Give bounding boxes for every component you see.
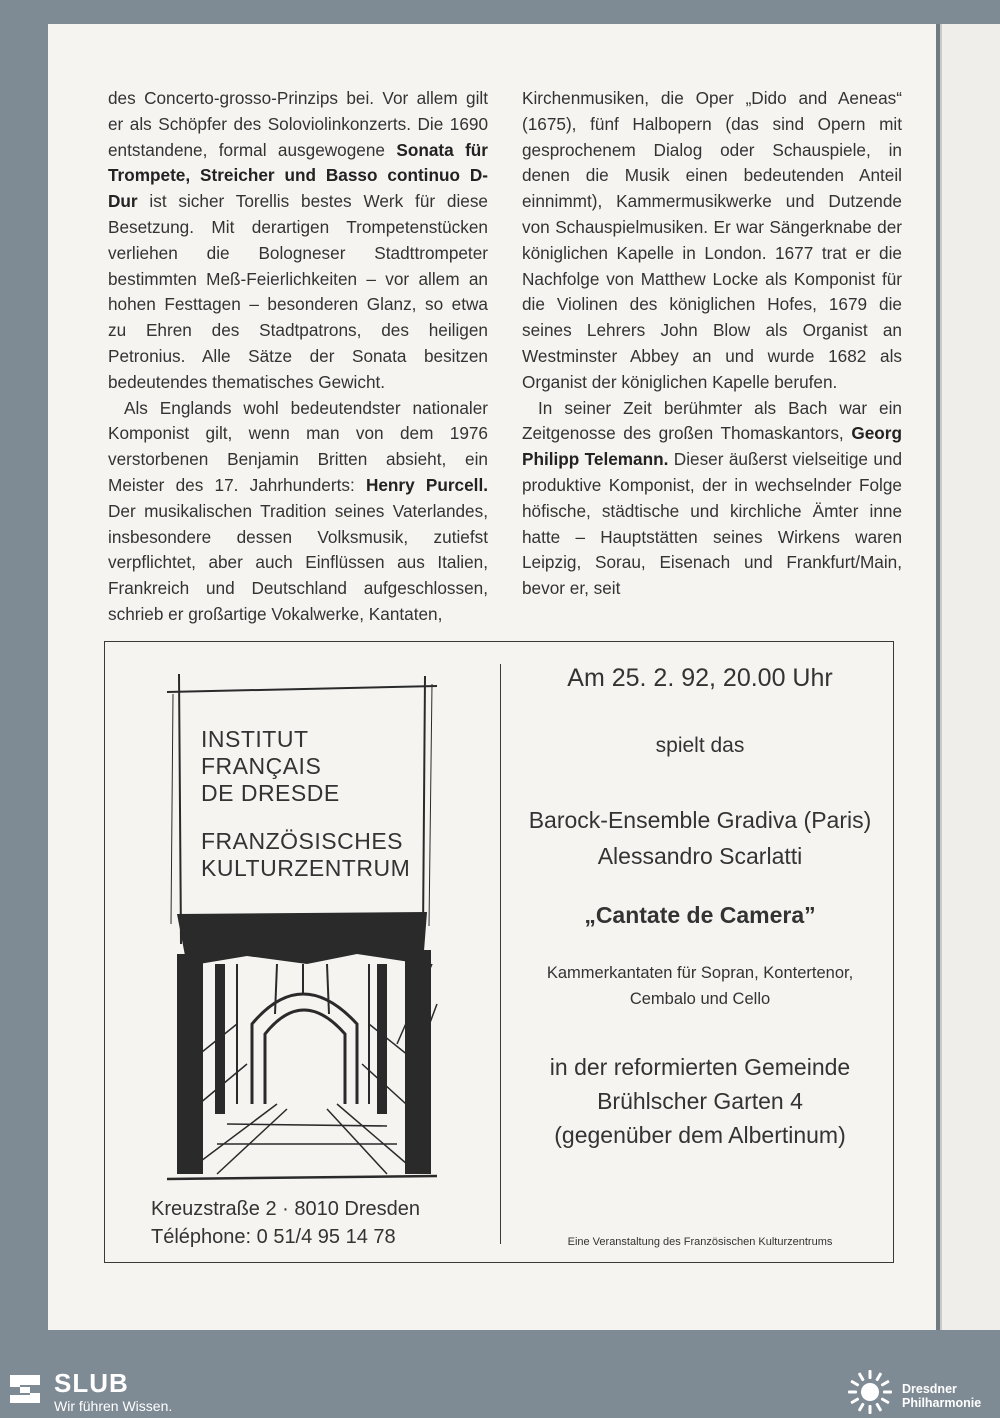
event-ensemble: Barock-Ensemble Gradiva (Paris) [528, 807, 872, 833]
partner-name-line: Dresdner [902, 1382, 957, 1396]
event-subtitle-line: Cembalo und Cello [629, 990, 771, 1008]
institute-line: FRANÇAIS [201, 753, 322, 779]
event-location-line: Brühlscher Garten 4 [597, 1088, 803, 1114]
event-subtitle [505, 960, 895, 1012]
event-location-line: in der reformierten Gemeinde [549, 1054, 851, 1080]
article-paragraph [522, 396, 902, 602]
paragraph-text: des Concerto-grosso-Prinzips bei. Vor allem gilt er als Schöpfer des Soloviolinkonzerts. Die 1690 entstandene, formal ausgewogene [108, 88, 488, 160]
paragraph-text: ist sicher Torellis bestes Werk für diese Besetzung. Mit derartigen Trompetenstücken verliehen die Bologneser Stadttrompeter bestimmten Meß-Feierlichkeiten – vor allem an hohen Festtagen – besonderen Glanz, so etwa zu Ehren des Stadtpatrons, des heiligen Petronius. Alle Sätze der Sonata besitzen bedeutendes thematisches Gewicht. [108, 191, 488, 392]
partner-name-line: Philharmonie [902, 1396, 982, 1410]
advertisement-divider [500, 664, 501, 1244]
paragraph-text: Als Englands wohl bedeutendster nationaler Komponist gilt, wenn man von dem 1976 verstorbenen Benjamin Britten absieht, ein Meister des 17. Jahrhunderts: [108, 397, 488, 495]
institute-name [201, 726, 340, 807]
work-highlight: Henry Purcell. [365, 474, 488, 495]
article-paragraph [108, 396, 488, 628]
philharmonie-sun-icon [846, 1368, 894, 1416]
institute-phone: Téléphone: 0 51/4 95 14 78 [151, 1226, 396, 1248]
event-footnote: Eine Veranstaltung des Französischen Kulturzentrums [567, 1236, 833, 1248]
paragraph-text: In seiner Zeit berühmter als Bach war ein Zeitgenosse des großen Thomaskantors, [522, 397, 902, 444]
institute-line: INSTITUT [201, 726, 309, 752]
institute-german-name [201, 828, 410, 882]
library-tagline: Wir führen Wissen. [54, 1398, 173, 1414]
work-highlight: Sonata für Trompete, Streicher und Basso continuo D-Dur [108, 139, 488, 212]
institute-address: Kreuzstraße 2 · 8010 Dresden [151, 1198, 421, 1220]
paragraph-text: Dieser äußerst vielseitige und produktive Komponist, der in wechselnder Folge höfische, städtische und kirchliche Ämter inne hatte – Hauptstätten seines Wirkens waren Leipzig, Sorau, Eisenach und Frankfurt/Main, bevor er, seit [522, 449, 903, 599]
institute-line: FRANZÖSISCHES [201, 828, 404, 854]
event-subtitle-line: Kammerkantaten für Sopran, Kontertenor, [546, 964, 854, 982]
article-paragraph [522, 86, 902, 396]
paragraph-text: Kirchenmusiken, die Oper „Dido and Aeneas“ (1675), fünf Halbopern (das sind Opern mit gesprochenem Dialog oder Schauspiele, in denen die Musik einen bedeutenden Anteil einnimmt), Kammermusikwerke und Dutzende von Schauspielmusiken. Er war Sängerknabe der königlichen Kapelle in London. 1677 trat er die Nachfolge von Matthew Locke als Komponist für die Violinen des königlichen Hofes, 1679 die seines Lehrers John Blow als Organist an Westminster Abbey an und wurde 1682 als Organist der königlichen Kapelle berufen. [522, 88, 902, 392]
slub-logo-icon [8, 1373, 42, 1405]
event-plays-text: spielt das [655, 734, 745, 757]
library-name: SLUB [54, 1368, 129, 1398]
event-title: „Cantate de Camera” [584, 902, 816, 928]
article-column-left [108, 86, 488, 628]
event-performers [505, 802, 895, 874]
partner-name [902, 1382, 981, 1410]
event-composer: Alessandro Scarlatti [597, 843, 803, 869]
article-paragraph [108, 86, 488, 396]
event-location-line: (gegenüber dem Albertinum) [554, 1122, 846, 1148]
next-page-edge [940, 24, 1000, 1330]
institute-line: DE DRESDE [201, 780, 340, 806]
paragraph-text: Der musikalischen Tradition seines Vaterlandes, insbesondere dessen Volksmusik, zutiefst verpflichtet, aber auch Einflüssen aus Italien, Frankreich und Deutschland aufgeschlossen, schrieb er großartige Vokalwerke, Kantaten, [108, 500, 488, 624]
work-highlight: Georg Philipp Telemann. [522, 423, 902, 470]
advertisement-box [104, 641, 894, 1263]
event-date: Am 25. 2. 92, 20.00 Uhr [567, 664, 833, 692]
institute-line: KULTURZENTRUM [201, 855, 411, 881]
article-column-right [522, 86, 902, 602]
event-location [505, 1050, 895, 1152]
